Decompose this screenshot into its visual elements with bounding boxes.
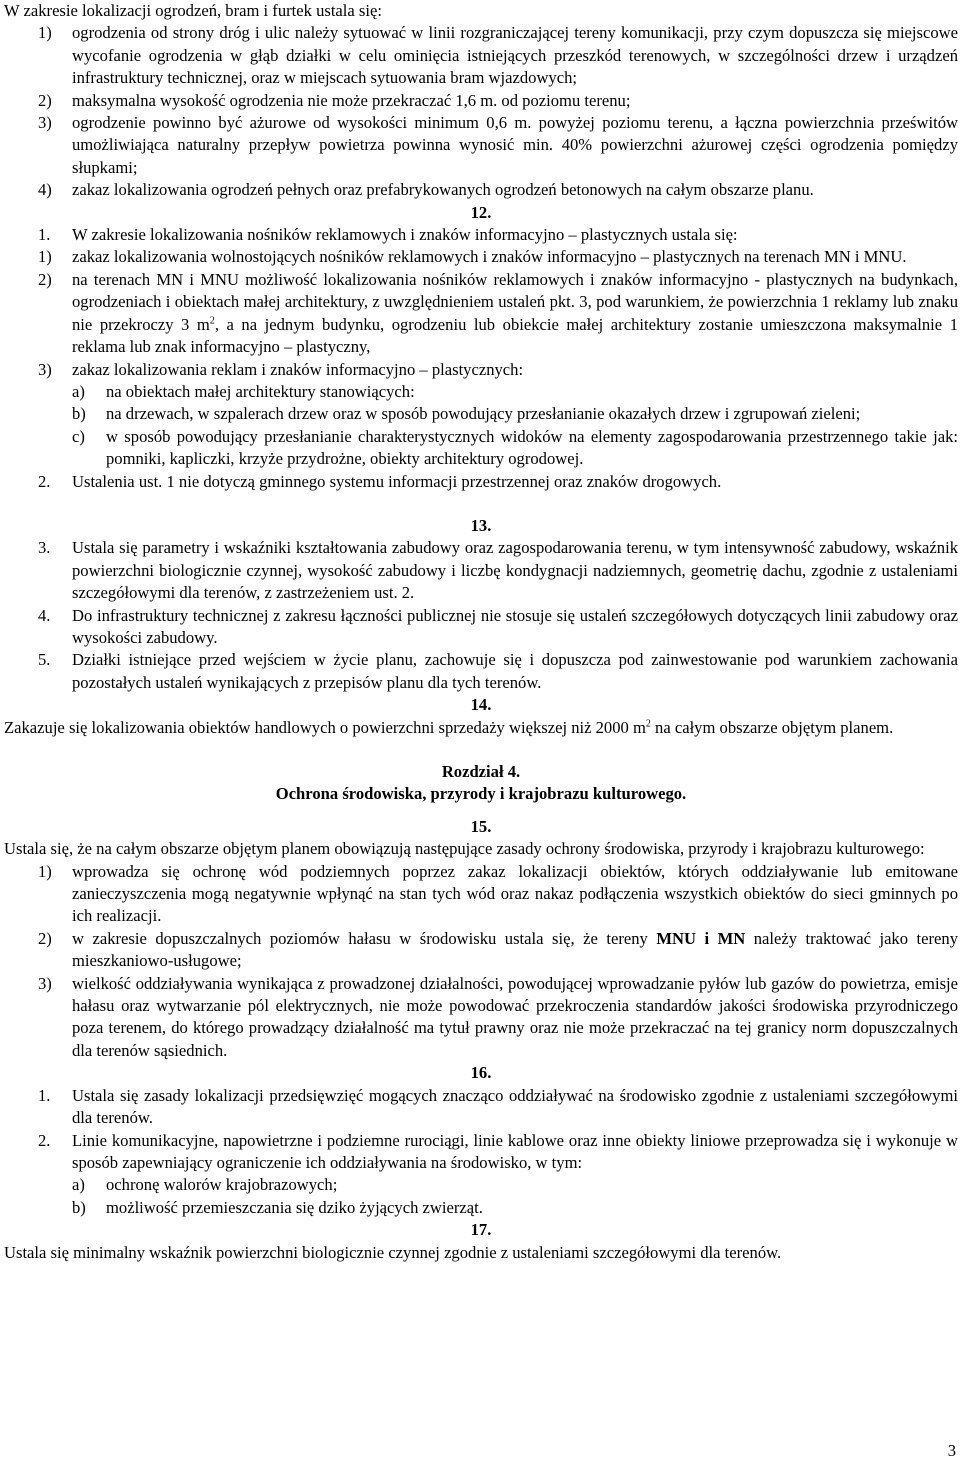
- sub-item-letter: b): [72, 404, 86, 424]
- item-number: 1): [38, 23, 52, 43]
- sub-item-letter: a): [72, 381, 85, 401]
- list-item: [4, 179, 958, 201]
- paragraph: [4, 537, 958, 604]
- item-text: zakaz lokalizowania reklam i znaków informacyjno – plastycznych:: [72, 359, 524, 379]
- item-text: maksymalna wysokość ogrodzenia nie może przekraczać 1,6 m. od poziomu terenu;: [72, 90, 631, 110]
- spacer: [4, 493, 958, 515]
- sub-item-text: możliwość przemieszczania się dziko żyjących zwierząt.: [106, 1197, 483, 1217]
- list-item: [4, 90, 958, 112]
- section-heading-17: 17.: [470, 1220, 492, 1240]
- paragraph: [4, 649, 958, 694]
- item-number: 2): [38, 928, 52, 948]
- paragraph-number: 2.: [38, 471, 51, 491]
- sub-item: [4, 1174, 958, 1196]
- sub-item: [4, 426, 958, 471]
- item-text: w zakresie dopuszczalnych poziomów hałasu w środowisku ustala się, że tereny MNU i MN należy traktować jako tereny mieszkaniowo-usługowe;: [72, 928, 958, 971]
- sub-item-letter: c): [72, 426, 85, 446]
- chapter-title: Ochrona środowiska, przyrody i krajobrazu kulturowego.: [275, 784, 687, 804]
- sub-item-letter: a): [72, 1175, 85, 1195]
- item-text: wprowadza się ochronę wód podziemnych poprzez zakaz lokalizacji obiektów, których oddziaływanie lub emitowane zanieczyszczenia mogą negatywnie wpłynąć na stan tych wód oraz nakaz podłączenia wszystkich obiektów do sieci gminnych po ich realizacji.: [72, 861, 958, 926]
- sub-item-text: na drzewach, w szpalerach drzew oraz w sposób powodujący przesłanianie okazałych drzew i zgrupowań zieleni;: [106, 404, 861, 424]
- spacer: [4, 739, 958, 761]
- item-text: na terenach MN i MNU możliwość lokalizowania nośników reklamowych i znaków informacyjno - plastycznych na budynkach, ogrodzeniach i obiektach małej architektury, z uwzględnieniem ustaleń pkt. 3, pod warunkiem, że powierzchnia 1 reklamy lub znaku nie przekroczy 3 $m^2$, a na jednym budynku, ogrodzeniu lub obiekcie małej architektury zostanie umieszczona maksymalnie 1 reklama lub znak informacyjno – plastyczny,: [72, 269, 958, 357]
- section-heading-14: 14.: [470, 695, 492, 715]
- sub-item: [4, 381, 958, 403]
- list-item: [4, 359, 958, 381]
- paragraph: [4, 471, 958, 493]
- item-number: 2): [38, 269, 52, 289]
- document-page: [4, 0, 958, 1264]
- item-text: ogrodzenia od strony dróg i ulic należy sytuować w linii rozgraniczającej tereny komunikacji, przy czym dopuszcza się miejscowe wycofanie ogrodzenia w głąb działki w celu ominięcia istniejących przeszkód terenowych, w szczególności drzew i urządzeń infrastruktury technicznej, oraz w miejscach sytuowania bram wjazdowych;: [72, 23, 958, 88]
- paragraph-number: 4.: [38, 605, 51, 625]
- fence-intro: W zakresie lokalizacji ogrodzeń, bram i furtek ustala się:: [4, 1, 382, 20]
- sub-item-text: w sposób powodujący przesłanianie charakterystycznych widoków na elementy zagospodarowania przestrzennego takie jak: pomniki, kapliczki, krzyże przydrożne, obiekty architektury ogrodowej.: [106, 426, 958, 469]
- sub-item-text: na obiektach małej architektury stanowiących:: [106, 381, 415, 401]
- paragraph-text: W zakresie lokalizowania nośników reklamowych i znaków informacyjno – plastycznych ustala się:: [72, 225, 738, 245]
- sub-item-letter: b): [72, 1197, 86, 1217]
- list-item: [4, 22, 958, 89]
- section-heading-13: 13.: [470, 515, 492, 535]
- paragraph-number: 2.: [38, 1130, 51, 1150]
- paragraph-number: 1.: [38, 1085, 51, 1105]
- sub-item-text: ochronę walorów krajobrazowych;: [106, 1175, 338, 1195]
- item-number: 3): [38, 973, 52, 993]
- item-text: zakaz lokalizowania ogrodzeń pełnych oraz prefabrykowanych ogrodzeń betonowych na całym obszarze planu.: [72, 180, 814, 200]
- paragraph: [4, 1085, 958, 1130]
- paragraph: [4, 224, 958, 246]
- list-item: [4, 246, 958, 268]
- section-15-intro: Ustala się, że na całym obszarze objętym planem obowiązują następujące zasady ochrony środowiska, przyrody i krajobrazu kulturowego:: [4, 839, 925, 859]
- list-item: [4, 928, 958, 973]
- item-number: 1): [38, 247, 52, 267]
- item-number: 3): [38, 359, 52, 379]
- paragraph: [4, 605, 958, 650]
- item-number: 1): [38, 861, 52, 881]
- chapter-label: Rozdział 4.: [441, 762, 521, 781]
- item-text: wielkość oddziaływania wynikająca z prowadzonej działalności, powodującej wprowadzanie pyłów lub gazów do powietrza, emisje hałasu oraz wytwarzanie pól elektrycznych, nie może powodować przekroczenia standardów jakości środowiska przyrodniczego poza terenem, do którego prowadzący działalność ma tytuł prawny oraz nie może przekraczać na tej granicy norm dopuszczalnych dla terenów sąsiednich.: [72, 973, 958, 1060]
- spacer: [4, 806, 958, 816]
- section-heading-12: 12.: [470, 202, 492, 222]
- sub-item: [4, 403, 958, 425]
- item-number: 3): [38, 113, 52, 133]
- item-number: 2): [38, 90, 52, 110]
- list-item: [4, 269, 958, 359]
- paragraph-text: Ustala się zasady lokalizacji przedsięwzięć mogących znacząco oddziaływać na środowisko zgodnie z ustaleniami szczegółowymi dla terenów.: [72, 1085, 958, 1128]
- paragraph-number: 1.: [38, 225, 51, 245]
- section-14-text: Zakazuje się lokalizowania obiektów handlowych o powierzchni sprzedaży większej niż 2000 $m^2$ na całym obszarze objętym planem.: [4, 717, 894, 737]
- paragraph-number: 5.: [38, 650, 51, 670]
- paragraph-text: Działki istniejące przed wejściem w życie planu, zachowuje się i dopuszcza pod zainwestowanie pod warunkiem zachowania pozostałych ustaleń wynikających z przepisów planu dla tych terenów.: [72, 650, 958, 692]
- section-heading-15: 15.: [470, 816, 492, 836]
- paragraph-text: Ustalenia ust. 1 nie dotyczą gminnego systemu informacji przestrzennej oraz znaków drogowych.: [72, 471, 722, 491]
- section-17-text: Ustala się minimalny wskaźnik powierzchni biologicznie czynnej zgodnie z ustaleniami szczegółowymi dla terenów.: [4, 1242, 782, 1262]
- paragraph-text: Ustala się parametry i wskaźniki kształtowania zabudowy oraz zagospodarowania terenu, w tym intensywność zabudowy, wskaźnik powierzchni biologicznie czynnej, wysokość zabudowy i liczbę kondygnacji nadziemnych, geometrię dachu, zgodnie z ustaleniami szczegółowymi dla terenów, z zastrzeżeniem ust. 2.: [72, 538, 958, 603]
- list-item: [4, 112, 958, 179]
- paragraph-text: Linie komunikacyjne, napowietrzne i podziemne rurociągi, linie kablowe oraz inne obiekty liniowe przeprowadza się i wykonuje w sposób zapewniający ograniczenie ich oddziaływania na środowisko, w tym:: [72, 1130, 958, 1172]
- item-text: ogrodzenie powinno być ażurowe od wysokości minimum 0,6 m. powyżej poziomu terenu, a łączna powierzchnia prześwitów umożliwiająca naturalny przepływ powietrza powinna wynosić min. 40% powierzchni ażurowej części ogrodzenia pomiędzy słupkami;: [72, 113, 958, 177]
- list-item: [4, 861, 958, 928]
- item-text: zakaz lokalizowania wolnostojących nośników reklamowych i znaków informacyjno – plastycznych na terenach MN i MNU.: [72, 247, 907, 267]
- item-number: 4): [38, 180, 52, 200]
- list-item: [4, 973, 958, 1063]
- page-number: 3: [947, 1441, 956, 1460]
- paragraph-number: 3.: [38, 538, 51, 558]
- paragraph-text: Do infrastruktury technicznej z zakresu łączności publicznej nie stosuje się ustaleń szczegółowych dotyczących linii zabudowy oraz wysokości zabudowy.: [72, 605, 958, 647]
- paragraph: [4, 1130, 958, 1175]
- section-heading-16: 16.: [470, 1063, 492, 1083]
- sub-item: [4, 1197, 958, 1219]
